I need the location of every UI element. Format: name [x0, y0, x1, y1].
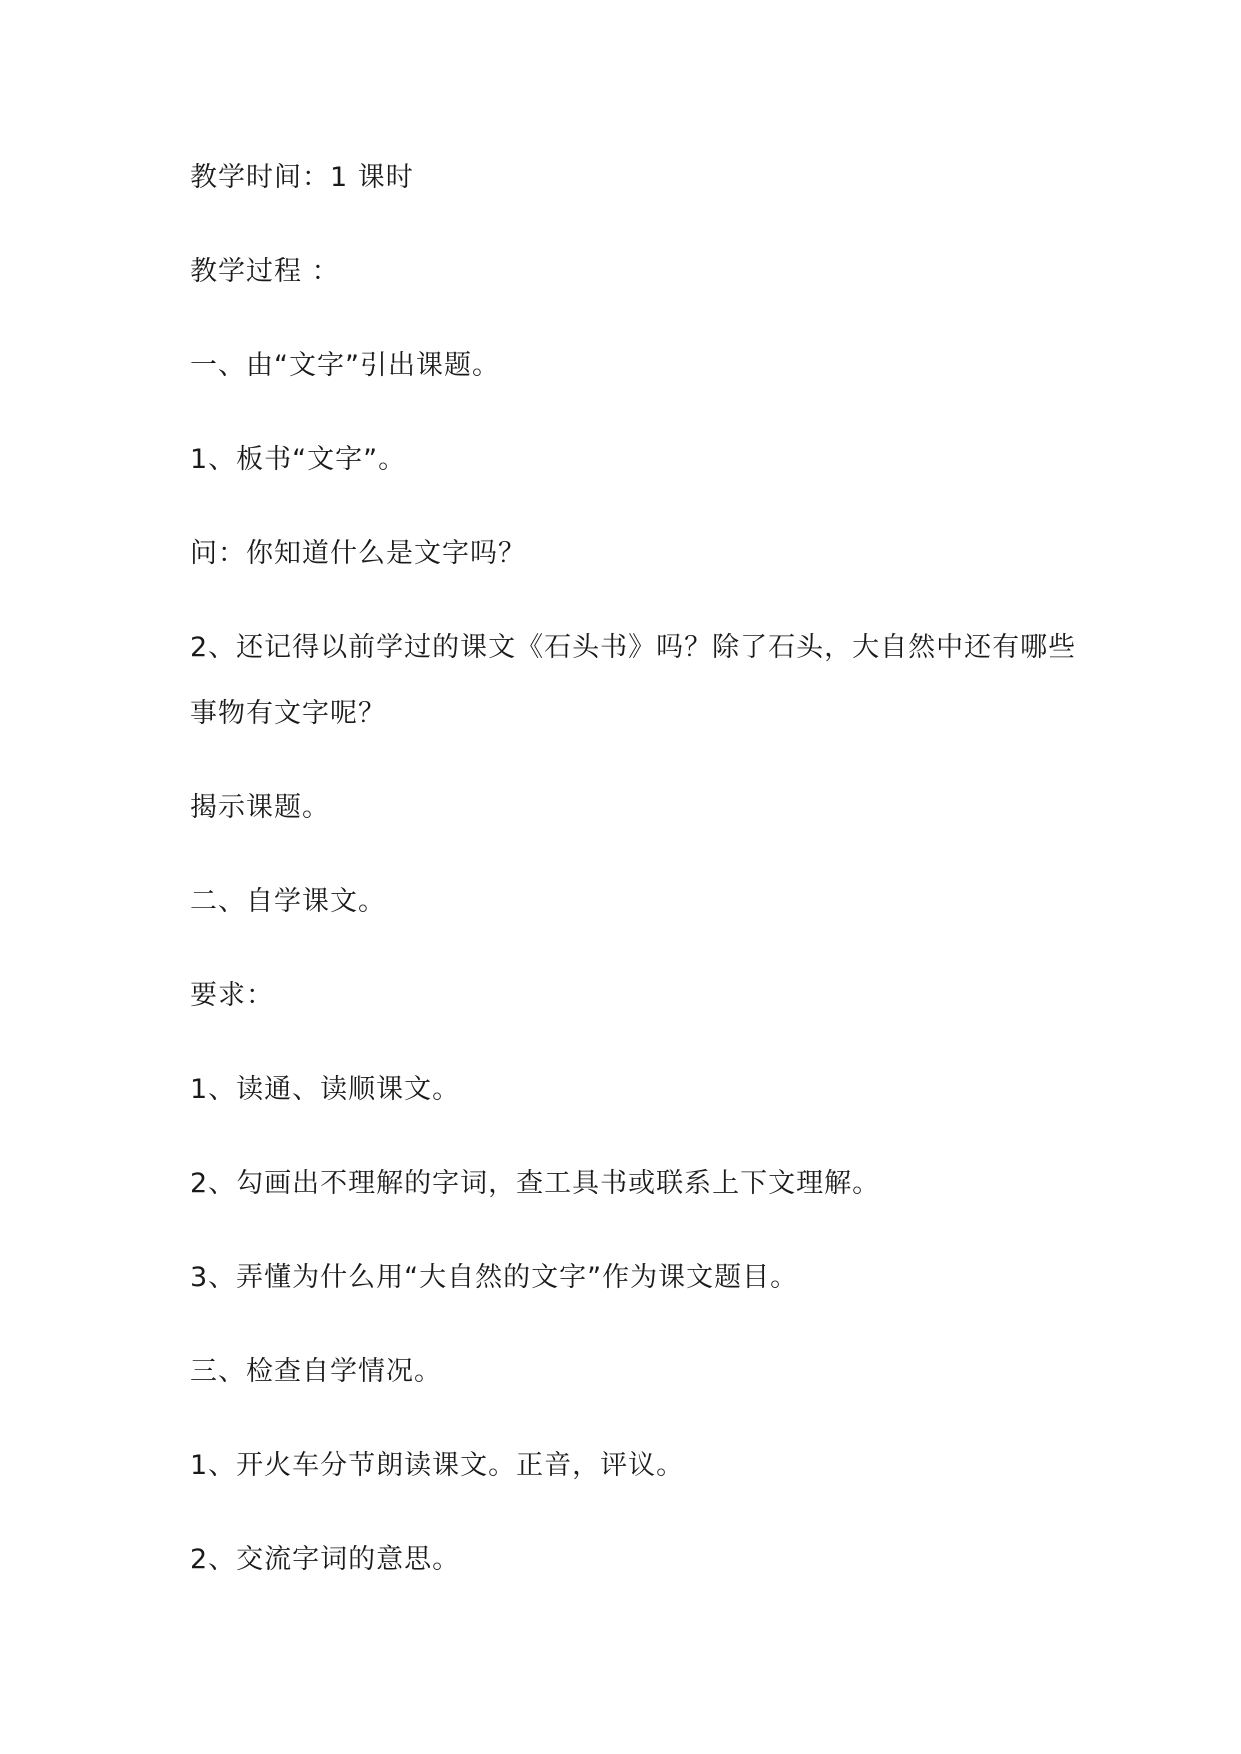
- section-heading-1: 一、由“文字”引出课题。: [190, 350, 500, 381]
- requirements-label: 要求：: [190, 980, 274, 1011]
- list-item: 1、开火车分节朗读课文。正音，评议。: [190, 1450, 685, 1481]
- list-item: 2、勾画出不理解的字词，查工具书或联系上下文理解。: [190, 1168, 881, 1199]
- list-item: 2、交流字词的意思。: [190, 1544, 461, 1575]
- list-item: 1、读通、读顺课文。: [190, 1074, 461, 1105]
- section-heading-2: 二、自学课文。: [190, 886, 386, 917]
- paragraph-teaching-time: 教学时间：1 课时: [190, 162, 414, 193]
- section-heading-3: 三、检查自学情况。: [190, 1356, 442, 1387]
- list-item: 3、弄懂为什么用“大自然的文字”作为课文题目。: [190, 1262, 799, 1293]
- paragraph-teaching-process: 教学过程 ：: [190, 256, 340, 287]
- paragraph-reveal-title: 揭示课题。: [190, 792, 330, 823]
- document-body: [190, 160, 1090, 1636]
- list-item: 2、还记得以前学过的课文《石头书》吗？除了石头，大自然中还有哪些事物有文字呢？: [190, 632, 1077, 729]
- question-text: 问：你知道什么是文字吗？: [190, 538, 526, 569]
- list-item: 1、板书“文字”。: [190, 444, 407, 475]
